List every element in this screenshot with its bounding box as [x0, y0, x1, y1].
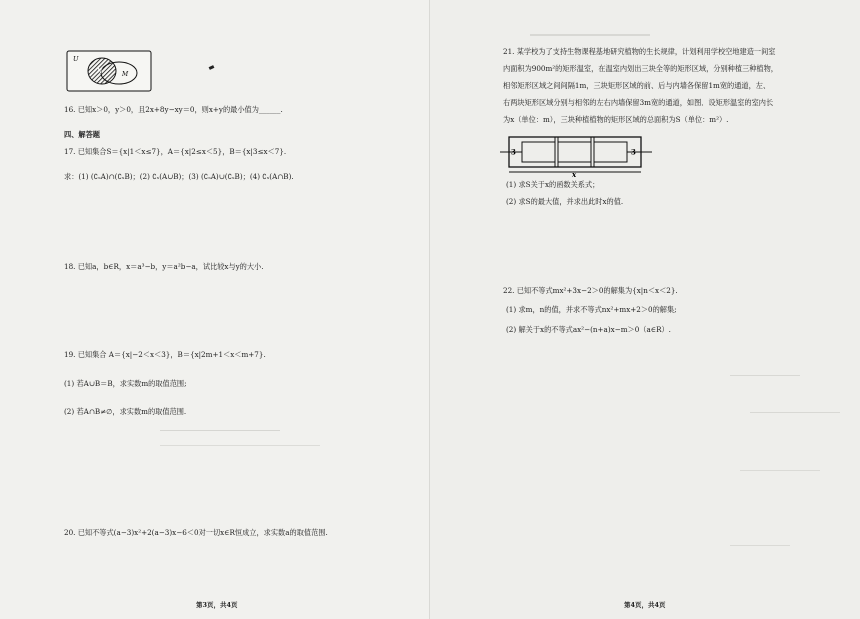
- section-heading-solutions: 四、解答题: [64, 130, 100, 139]
- question-21-line-5: 为x（单位：m），三块种植植物的矩形区域的总面积为S（单位：m²）.: [503, 115, 729, 124]
- question-21-line-2: 内面积为900m²的矩形温室，在温室内划出三块全等的矩形区域，分别种植三种植物，: [503, 64, 778, 73]
- question-21-line-4: 右两块矩形区域分别与相邻的左右内墙保留3m宽的通道，如图．设矩形温室的室内长: [503, 98, 774, 107]
- question-21-line-3: 相邻矩形区域之间间隔1m，三块矩形区域的前、后与内墙各保留1m宽的通道，左、: [503, 81, 771, 90]
- question-21-part-2: (2) 求S的最大值，并求出此时x的值.: [506, 197, 624, 206]
- question-17-stem: 17. 已知集合S＝{x|1＜x≤7}，A＝{x|2≤x＜5}，B＝{x|3≤x＜7}.: [64, 147, 287, 156]
- question-19-part-1: (1) 若A∪B＝B，求实数m的取值范围;: [64, 379, 187, 388]
- planting-area-3: [594, 142, 627, 162]
- left-gap-label: 3: [511, 147, 516, 157]
- question-17-tasks: 求：(1) (∁ₛA)∩(∁ₛB)；(2) ∁ₛ(A∪B)；(3) (∁ₛA)∪(∁ₛB)；(4) ∁ₛ(A∩B).: [64, 172, 294, 181]
- question-19-part-2: (2) 若A∩B≠∅，求实数m的取值范围.: [64, 407, 187, 416]
- show-through-line: [730, 375, 800, 376]
- venn-label-n: N: [97, 68, 103, 75]
- question-21-line-1: 21. 某学校为了支持生物课程基地研究植物的生长规律，计划利用学校空地建造一间室: [503, 47, 776, 56]
- show-through-line: [730, 545, 790, 546]
- show-through-line: [160, 430, 280, 431]
- planting-area-2: [558, 142, 591, 162]
- show-through-line: [750, 412, 840, 413]
- question-20: 20. 已知不等式(a−3)x²+2(a−3)x−6＜0对一切x∈R恒成立，求实数a的取值范围.: [64, 528, 328, 537]
- ink-mark: [209, 65, 215, 70]
- question-22-part-1: (1) 求m，n的值，并求不等式nx²+mx+2＞0的解集;: [506, 305, 677, 314]
- right-gap-label: 3: [631, 147, 636, 157]
- question-19-stem: 19. 已知集合 A＝{x|−2＜x＜3}，B＝{x|2m+1＜x＜m+7}.: [64, 350, 266, 359]
- exam-page-4: [430, 0, 860, 619]
- show-through-line: [160, 445, 320, 446]
- question-16: 16. 已知x＞0，y＞0，且2x+8y−xy＝0，则x+y的最小值为______.: [64, 105, 283, 114]
- question-21-part-1: (1) 求S关于x的函数关系式；: [506, 180, 600, 189]
- page-footer-3: 第3页，共4页: [196, 601, 238, 609]
- question-22-part-2: (2) 解关于x的不等式ax²−(n+a)x−m＞0（a∈R）.: [506, 325, 671, 334]
- show-through-line: [740, 470, 820, 471]
- question-22-stem: 22. 已知不等式mx²+3x−2＞0的解集为{x|n＜x＜2}.: [503, 286, 678, 295]
- venn-diagram: [66, 50, 152, 92]
- question-18: 18. 已知a，b∈R，x＝a³−b，y＝a²b−a，试比较x与y的大小.: [64, 262, 264, 271]
- planting-area-1: [522, 142, 555, 162]
- length-label: x: [572, 170, 577, 178]
- venn-label-u: U: [73, 55, 79, 63]
- show-through-line: [530, 34, 650, 36]
- page-footer-4: 第4页，共4页: [624, 601, 666, 609]
- venn-label-m: M: [122, 71, 129, 78]
- greenhouse-diagram: [500, 134, 660, 178]
